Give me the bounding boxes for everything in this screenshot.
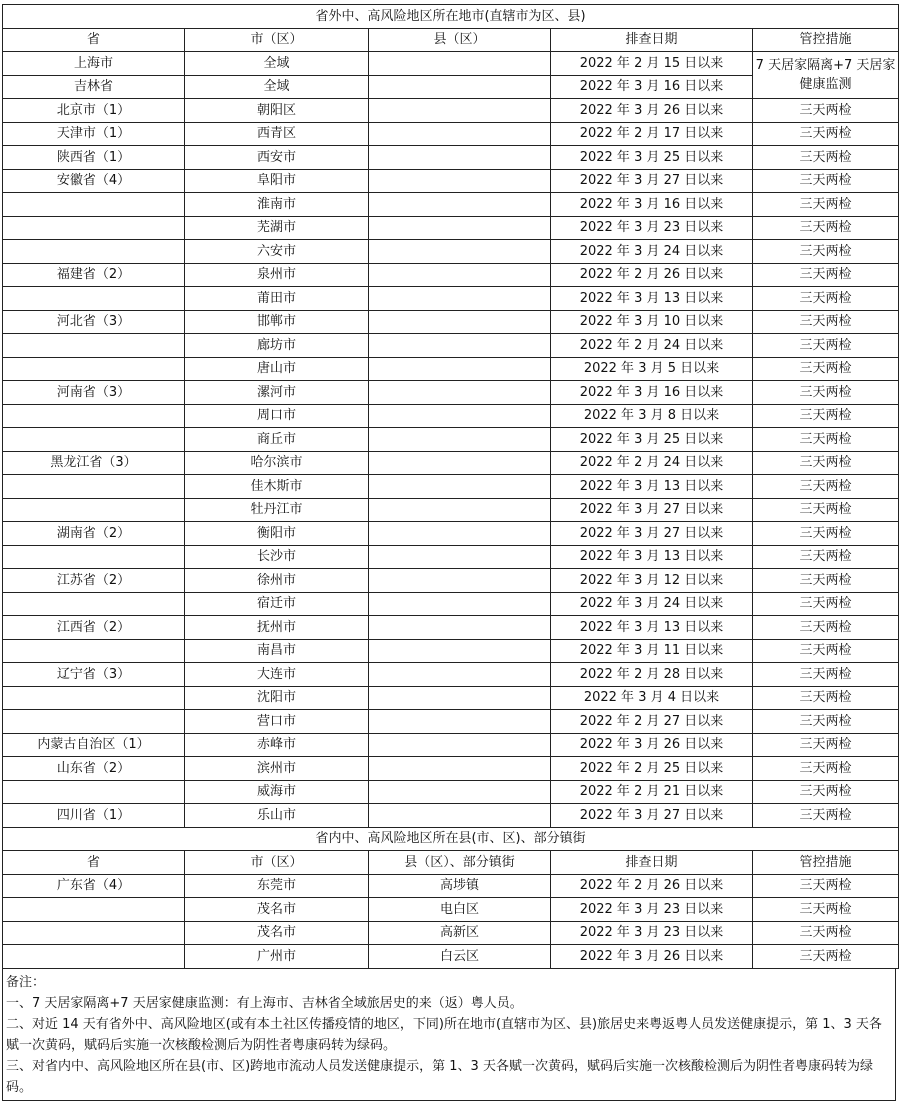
- county-cell: [369, 757, 551, 781]
- county-cell: [369, 263, 551, 287]
- table-row: [3, 569, 899, 593]
- county-cell: [369, 710, 551, 734]
- county-cell: [369, 428, 551, 452]
- city-cell: 抚州市: [185, 616, 369, 640]
- province-cell: [3, 592, 185, 616]
- province-cell: [3, 475, 185, 499]
- table-row: [3, 216, 899, 240]
- note-item: 二、对近 14 天有省外中、高风险地区(或有本土社区传播疫情的地区，下同)所在地市(直辖市为区、县)旅居史来粤返粤人员发送健康提示，第 1、3 天各赋一次黄码，赋码后实施一次核酸检测后为阴性者粤康码转为绿码。: [6, 1016, 882, 1053]
- county-cell: [369, 545, 551, 569]
- city-cell: 西青区: [185, 122, 369, 146]
- city-cell: 全域: [185, 52, 369, 76]
- province-cell: [3, 945, 185, 969]
- column-header: 市（区）: [185, 851, 369, 875]
- date-cell: 2022 年 3 月 24 日以来: [551, 240, 753, 264]
- column-header: 排查日期: [551, 28, 753, 52]
- table-row: [3, 122, 899, 146]
- table-row: [3, 287, 899, 311]
- province-cell: 山东省（2）: [3, 757, 185, 781]
- province-cell: 吉林省: [3, 75, 185, 99]
- province-cell: 河南省（3）: [3, 381, 185, 405]
- county-cell: [369, 193, 551, 217]
- table-row: [3, 898, 899, 922]
- date-cell: 2022 年 3 月 24 日以来: [551, 592, 753, 616]
- date-cell: 2022 年 2 月 24 日以来: [551, 334, 753, 358]
- date-cell: 2022 年 3 月 26 日以来: [551, 99, 753, 123]
- date-cell: 2022 年 3 月 8 日以来: [551, 404, 753, 428]
- note-item: 一、7 天居家隔离+7 天居家健康监测：有上海市、吉林省全域旅居史的来（返）粤人员。: [6, 995, 523, 1011]
- table-row: [3, 475, 899, 499]
- measure-cell: 三天两检: [753, 451, 899, 475]
- province-cell: [3, 639, 185, 663]
- measure-cell: 三天两检: [753, 639, 899, 663]
- measure-cell: 三天两检: [753, 99, 899, 123]
- province-cell: 辽宁省（3）: [3, 663, 185, 687]
- province-cell: 湖南省（2）: [3, 522, 185, 546]
- province-cell: 福建省（2）: [3, 263, 185, 287]
- county-cell: [369, 75, 551, 99]
- city-cell: 宿迁市: [185, 592, 369, 616]
- city-cell: 朝阳区: [185, 99, 369, 123]
- county-cell: [369, 498, 551, 522]
- table-row: [3, 240, 899, 264]
- county-cell: [369, 146, 551, 170]
- measure-cell: 三天两检: [753, 804, 899, 828]
- date-cell: 2022 年 3 月 11 日以来: [551, 639, 753, 663]
- province-cell: 安徽省（4）: [3, 169, 185, 193]
- city-cell: 威海市: [185, 780, 369, 804]
- measure-cell: 三天两检: [753, 122, 899, 146]
- city-cell: 营口市: [185, 710, 369, 734]
- date-cell: 2022 年 3 月 13 日以来: [551, 545, 753, 569]
- province-cell: [3, 287, 185, 311]
- city-cell: 哈尔滨市: [185, 451, 369, 475]
- table-row: [3, 545, 899, 569]
- measure-cell: 三天两检: [753, 921, 899, 945]
- table-row: [3, 757, 899, 781]
- table-row: [3, 522, 899, 546]
- city-cell: 西安市: [185, 146, 369, 170]
- date-cell: 2022 年 3 月 23 日以来: [551, 216, 753, 240]
- province-cell: 北京市（1）: [3, 99, 185, 123]
- province-cell: 广东省（4）: [3, 874, 185, 898]
- column-header: 县（区）、部分镇街: [369, 851, 551, 875]
- date-cell: 2022 年 3 月 16 日以来: [551, 193, 753, 217]
- column-header: 管控措施: [753, 851, 899, 875]
- table-row: [3, 921, 899, 945]
- province-cell: [3, 357, 185, 381]
- measure-cell: 三天两检: [753, 428, 899, 452]
- date-cell: 2022 年 3 月 16 日以来: [551, 381, 753, 405]
- table-row: [3, 592, 899, 616]
- province-cell: 四川省（1）: [3, 804, 185, 828]
- measure-cell: 三天两检: [753, 287, 899, 311]
- province-cell: 天津市（1）: [3, 122, 185, 146]
- date-cell: 2022 年 2 月 28 日以来: [551, 663, 753, 687]
- county-cell: [369, 522, 551, 546]
- county-cell: [369, 310, 551, 334]
- city-cell: 牡丹江市: [185, 498, 369, 522]
- note-item: 三、对省内中、高风险地区所在县(市、区)跨地市流动人员发送健康提示，第 1、3 天各赋一次黄码，赋码后实施一次核酸检测后为阴性者粤康码转为绿码。: [6, 1058, 873, 1095]
- province-cell: 内蒙古自治区（1）: [3, 733, 185, 757]
- table-row: [3, 780, 899, 804]
- measure-cell: 三天两检: [753, 263, 899, 287]
- county-cell: [369, 240, 551, 264]
- province-cell: [3, 686, 185, 710]
- measure-cell: 三天两检: [753, 710, 899, 734]
- table-row: [3, 169, 899, 193]
- date-cell: 2022 年 2 月 15 日以来: [551, 52, 753, 76]
- column-header: 排查日期: [551, 851, 753, 875]
- county-cell: [369, 404, 551, 428]
- city-cell: 全域: [185, 75, 369, 99]
- date-cell: 2022 年 3 月 5 日以来: [551, 357, 753, 381]
- table-row: [3, 357, 899, 381]
- county-cell: 高埗镇: [369, 874, 551, 898]
- province-cell: [3, 428, 185, 452]
- date-cell: 2022 年 3 月 26 日以来: [551, 945, 753, 969]
- province-cell: 黑龙江省（3）: [3, 451, 185, 475]
- header-row: [3, 851, 899, 875]
- city-cell: 廊坊市: [185, 334, 369, 358]
- province-cell: 上海市: [3, 52, 185, 76]
- measure-cell: 三天两检: [753, 898, 899, 922]
- date-cell: 2022 年 2 月 25 日以来: [551, 757, 753, 781]
- measure-cell: 三天两检: [753, 569, 899, 593]
- city-cell: 南昌市: [185, 639, 369, 663]
- table-row: [3, 710, 899, 734]
- measure-cell: 三天两检: [753, 757, 899, 781]
- notes-title: 备注：: [6, 974, 46, 990]
- measure-cell: 三天两检: [753, 592, 899, 616]
- section-title: 省内中、高风险地区所在县(市、区)、部分镇街: [3, 827, 899, 851]
- column-header: 省: [3, 851, 185, 875]
- table-row: [3, 663, 899, 687]
- table-row: [3, 310, 899, 334]
- date-cell: 2022 年 2 月 26 日以来: [551, 263, 753, 287]
- date-cell: 2022 年 3 月 23 日以来: [551, 898, 753, 922]
- city-cell: 长沙市: [185, 545, 369, 569]
- city-cell: 徐州市: [185, 569, 369, 593]
- measure-cell: 7 天居家隔离+7 天居家健康监测: [753, 52, 899, 99]
- county-cell: [369, 686, 551, 710]
- measure-cell: 三天两检: [753, 733, 899, 757]
- city-cell: 泉州市: [185, 263, 369, 287]
- county-cell: [369, 780, 551, 804]
- date-cell: 2022 年 3 月 13 日以来: [551, 475, 753, 499]
- province-cell: 江苏省（2）: [3, 569, 185, 593]
- measure-cell: 三天两检: [753, 357, 899, 381]
- province-cell: [3, 498, 185, 522]
- province-cell: [3, 921, 185, 945]
- county-cell: [369, 122, 551, 146]
- table-row: [3, 686, 899, 710]
- province-cell: [3, 404, 185, 428]
- county-cell: 电白区: [369, 898, 551, 922]
- province-cell: 陕西省（1）: [3, 146, 185, 170]
- measure-cell: 三天两检: [753, 169, 899, 193]
- table-row: [3, 334, 899, 358]
- table-row: [3, 639, 899, 663]
- table-row: [3, 263, 899, 287]
- table-row: [3, 428, 899, 452]
- date-cell: 2022 年 3 月 27 日以来: [551, 498, 753, 522]
- measure-cell: 三天两检: [753, 240, 899, 264]
- county-cell: [369, 451, 551, 475]
- section-title-row: [3, 5, 899, 29]
- column-header: 省: [3, 28, 185, 52]
- city-cell: 六安市: [185, 240, 369, 264]
- province-cell: 河北省（3）: [3, 310, 185, 334]
- table-row: [3, 381, 899, 405]
- city-cell: 佳木斯市: [185, 475, 369, 499]
- measure-cell: 三天两检: [753, 146, 899, 170]
- county-cell: [369, 569, 551, 593]
- province-cell: [3, 780, 185, 804]
- county-cell: [369, 804, 551, 828]
- section-title: 省外中、高风险地区所在地市(直辖市为区、县): [3, 5, 899, 29]
- city-cell: 滨州市: [185, 757, 369, 781]
- county-cell: [369, 99, 551, 123]
- date-cell: 2022 年 2 月 17 日以来: [551, 122, 753, 146]
- city-cell: 邯郸市: [185, 310, 369, 334]
- county-cell: [369, 357, 551, 381]
- county-cell: [369, 334, 551, 358]
- province-cell: [3, 334, 185, 358]
- date-cell: 2022 年 3 月 27 日以来: [551, 804, 753, 828]
- date-cell: 2022 年 3 月 16 日以来: [551, 75, 753, 99]
- column-header: 管控措施: [753, 28, 899, 52]
- measure-cell: 三天两检: [753, 616, 899, 640]
- measure-cell: 三天两检: [753, 334, 899, 358]
- measure-cell: 三天两检: [753, 498, 899, 522]
- county-cell: [369, 475, 551, 499]
- city-cell: 大连市: [185, 663, 369, 687]
- county-cell: [369, 663, 551, 687]
- county-cell: 高新区: [369, 921, 551, 945]
- province-cell: [3, 216, 185, 240]
- table-row: [3, 52, 899, 76]
- city-cell: 周口市: [185, 404, 369, 428]
- city-cell: 乐山市: [185, 804, 369, 828]
- date-cell: 2022 年 3 月 27 日以来: [551, 522, 753, 546]
- measure-cell: 三天两检: [753, 475, 899, 499]
- province-cell: [3, 240, 185, 264]
- city-cell: 商丘市: [185, 428, 369, 452]
- measure-cell: 三天两检: [753, 874, 899, 898]
- date-cell: 2022 年 3 月 12 日以来: [551, 569, 753, 593]
- date-cell: 2022 年 3 月 23 日以来: [551, 921, 753, 945]
- measure-cell: 三天两检: [753, 663, 899, 687]
- measure-cell: 三天两检: [753, 686, 899, 710]
- province-cell: [3, 898, 185, 922]
- table-row: [3, 804, 899, 828]
- city-cell: 茂名市: [185, 921, 369, 945]
- measure-cell: 三天两检: [753, 545, 899, 569]
- city-cell: 漯河市: [185, 381, 369, 405]
- table-row: [3, 498, 899, 522]
- table-row: [3, 451, 899, 475]
- date-cell: 2022 年 3 月 27 日以来: [551, 169, 753, 193]
- province-cell: [3, 710, 185, 734]
- province-cell: [3, 545, 185, 569]
- county-cell: [369, 52, 551, 76]
- county-cell: [369, 216, 551, 240]
- table-row: [3, 146, 899, 170]
- risk-area-table: [2, 4, 899, 969]
- city-cell: 淮南市: [185, 193, 369, 217]
- county-cell: [369, 616, 551, 640]
- table-row: [3, 733, 899, 757]
- measure-cell: 三天两检: [753, 310, 899, 334]
- section-title-row: [3, 827, 899, 851]
- city-cell: 沈阳市: [185, 686, 369, 710]
- county-cell: [369, 169, 551, 193]
- county-cell: [369, 733, 551, 757]
- date-cell: 2022 年 2 月 26 日以来: [551, 874, 753, 898]
- measure-cell: 三天两检: [753, 404, 899, 428]
- city-cell: 衡阳市: [185, 522, 369, 546]
- measure-cell: 三天两检: [753, 193, 899, 217]
- county-cell: [369, 381, 551, 405]
- county-cell: [369, 592, 551, 616]
- measure-cell: 三天两检: [753, 945, 899, 969]
- date-cell: 2022 年 3 月 25 日以来: [551, 428, 753, 452]
- date-cell: 2022 年 3 月 4 日以来: [551, 686, 753, 710]
- table-row: [3, 945, 899, 969]
- header-row: [3, 28, 899, 52]
- column-header: 县（区）: [369, 28, 551, 52]
- measure-cell: 三天两检: [753, 216, 899, 240]
- date-cell: 2022 年 3 月 25 日以来: [551, 146, 753, 170]
- date-cell: 2022 年 2 月 21 日以来: [551, 780, 753, 804]
- notes-list: [6, 993, 893, 1098]
- table-row: [3, 616, 899, 640]
- measure-cell: 三天两检: [753, 522, 899, 546]
- date-cell: 2022 年 3 月 13 日以来: [551, 287, 753, 311]
- date-cell: 2022 年 2 月 27 日以来: [551, 710, 753, 734]
- city-cell: 阜阳市: [185, 169, 369, 193]
- table-row: [3, 193, 899, 217]
- date-cell: 2022 年 2 月 24 日以来: [551, 451, 753, 475]
- column-header: 市（区）: [185, 28, 369, 52]
- table-row: [3, 99, 899, 123]
- county-cell: [369, 639, 551, 663]
- city-cell: 赤峰市: [185, 733, 369, 757]
- measure-cell: 三天两检: [753, 381, 899, 405]
- city-cell: 芜湖市: [185, 216, 369, 240]
- city-cell: 东莞市: [185, 874, 369, 898]
- county-cell: [369, 287, 551, 311]
- province-cell: 江西省（2）: [3, 616, 185, 640]
- table-row: [3, 874, 899, 898]
- province-cell: [3, 193, 185, 217]
- notes-block: [2, 969, 896, 1101]
- city-cell: 唐山市: [185, 357, 369, 381]
- city-cell: 莆田市: [185, 287, 369, 311]
- measure-cell: 三天两检: [753, 780, 899, 804]
- city-cell: 广州市: [185, 945, 369, 969]
- date-cell: 2022 年 3 月 10 日以来: [551, 310, 753, 334]
- date-cell: 2022 年 3 月 26 日以来: [551, 733, 753, 757]
- date-cell: 2022 年 3 月 13 日以来: [551, 616, 753, 640]
- city-cell: 茂名市: [185, 898, 369, 922]
- table-row: [3, 404, 899, 428]
- county-cell: 白云区: [369, 945, 551, 969]
